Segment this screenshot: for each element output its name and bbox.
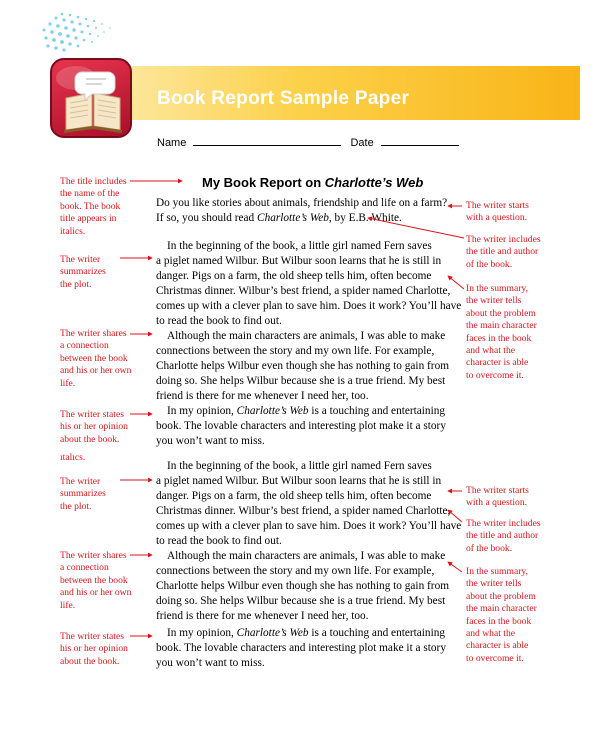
note-line: the title and author	[466, 246, 539, 258]
note-line: about the book.	[60, 655, 120, 667]
note-line: to overcome it.	[466, 652, 524, 664]
text-line: book. The lovable characters and interesting plot make it a story	[156, 642, 446, 654]
text-line: Do you like stories about animals, friendship and life on a farm?	[156, 197, 448, 209]
text-line: Christmas dinner. Wilbur’s best friend, a spider named Charlotte,	[156, 285, 451, 297]
note-line: The writer states	[60, 631, 124, 642]
note-line: of the book.	[466, 258, 513, 270]
note-line: The title includes	[60, 176, 127, 187]
note-line: his or her opinion	[60, 643, 128, 655]
text-line: danger. Pigs on a farm, the old sheep tells him, often become	[156, 270, 432, 282]
text-line: In the beginning of the book, a little girl named Fern saves	[167, 460, 432, 472]
text-line: In my opinion, Charlotte’s Web is a touching and entertaining	[167, 405, 446, 417]
note-line: the writer tells	[466, 578, 522, 590]
text-line: Christmas dinner. Wilbur’s best friend, a spider named Charlotte,	[156, 505, 451, 517]
text-line: a piglet named Wilbur. But Wilbur soon learns that he is still in	[156, 255, 442, 267]
note-line: life.	[60, 599, 76, 611]
text-line: comes up with a clever plan to save him. Does it work? You’ll have	[156, 300, 462, 312]
report-title-book: Charlotte’s Web	[324, 175, 424, 190]
note-italics-fragment: ıtalıcs.	[60, 452, 86, 463]
note-line: In the summary,	[466, 283, 528, 294]
note-line: faces in the book	[466, 615, 532, 627]
note-line: about the problem	[466, 590, 536, 602]
text-line: to read the book to find out.	[156, 535, 282, 547]
note-line: faces in the book	[466, 332, 532, 344]
text-line: a piglet named Wilbur. But Wilbur soon learns that he is still in	[156, 475, 442, 487]
note-line: character is able	[466, 357, 529, 369]
text-line: danger. Pigs on a farm, the old sheep tells him, often become	[156, 490, 432, 502]
text-line: friend is there for me whenever I need her, too.	[156, 610, 369, 622]
note-line: with a question.	[466, 497, 528, 509]
note-line: The writer includes	[466, 234, 541, 245]
note-line: about the book.	[60, 433, 120, 445]
note-line: the plot.	[60, 278, 92, 290]
arrow	[368, 218, 464, 238]
arrow	[448, 562, 462, 572]
note-line: a connection	[60, 562, 109, 574]
note-line: about the problem	[466, 307, 536, 319]
text-line: connections between the story and my own life. For example,	[156, 565, 435, 577]
note-line: a connection	[60, 340, 109, 352]
note-line: between the book	[60, 574, 128, 586]
name-label: Name	[157, 137, 187, 149]
text-line: If so, you should read Charlotte’s Web, by E.B. White.	[156, 212, 402, 224]
note-line: The writer includes	[466, 518, 541, 529]
note-line: the main character	[466, 603, 537, 615]
text-line: to read the book to find out.	[156, 315, 282, 327]
page-title: Book Report Sample Paper	[157, 88, 410, 109]
arrow	[448, 510, 462, 522]
note-line: the name of the	[60, 188, 120, 200]
text-line: Charlotte helps Wilbur even though she has nothing to gain from	[156, 580, 450, 592]
note-line: summarizes	[60, 488, 106, 500]
text-line: doing so. She helps Wilbur because she is a true friend. My best	[156, 595, 446, 607]
text-line: book. The lovable characters and interesting plot make it a story	[156, 420, 446, 432]
note-line: and his or her own	[60, 365, 132, 377]
text-line: friend is there for me whenever I need her, too.	[156, 390, 369, 402]
note-line: and his or her own	[60, 587, 132, 599]
text-line: doing so. She helps Wilbur because she is a true friend. My best	[156, 375, 446, 387]
note-line: the title and author	[466, 530, 539, 542]
note-line: The writer shares	[60, 328, 127, 339]
note-line: character is able	[466, 640, 529, 652]
note-line: The writer shares	[60, 550, 127, 561]
note-line: The writer starts	[466, 485, 529, 496]
note-line: the main character	[466, 320, 537, 332]
text-line: Although the main characters are animals, I was able to make	[167, 550, 446, 562]
note-line: with a question.	[466, 212, 528, 224]
text-line: Although the main characters are animals, I was able to make	[167, 330, 446, 342]
text-line: Charlotte helps Wilbur even though she has nothing to gain from	[156, 360, 450, 372]
note-line: life.	[60, 377, 76, 389]
text-line: you won’t want to miss.	[156, 435, 265, 447]
arrow	[448, 276, 464, 289]
note-line: The writer states	[60, 409, 124, 420]
note-line: of the book.	[466, 542, 513, 554]
text-line: comes up with a clever plan to save him. Does it work? You’ll have	[156, 520, 462, 532]
note-line: between the book	[60, 352, 128, 364]
text-line: In my opinion, Charlotte’s Web is a touching and entertaining	[167, 627, 446, 639]
note-line: his or her opinion	[60, 421, 128, 433]
note-line: and what the	[466, 628, 516, 640]
note-line: italics.	[60, 225, 86, 237]
note-line: In the summary,	[466, 566, 528, 577]
note-line: and what the	[466, 345, 516, 357]
note-line: The writer starts	[466, 200, 529, 211]
note-line: title appears in	[60, 213, 117, 225]
note-line: book. The book	[60, 200, 121, 212]
text-line: connections between the story and my own life. For example,	[156, 345, 435, 357]
note-line: The writer	[60, 254, 101, 265]
note-line: The writer	[60, 476, 101, 487]
text-line: In the beginning of the book, a little girl named Fern saves	[167, 240, 432, 252]
text-line: you won’t want to miss.	[156, 657, 265, 669]
note-line: to overcome it.	[466, 369, 524, 381]
note-line: summarizes	[60, 266, 106, 278]
book-title-italic: Charlotte’s Web	[236, 627, 309, 639]
date-label: Date	[350, 137, 374, 149]
report-title-prefix: My Book Report on	[202, 175, 325, 190]
note-line: the writer tells	[466, 295, 522, 307]
book-title-italic: Charlotte’s Web	[236, 405, 309, 417]
note-line: the plot.	[60, 500, 92, 512]
